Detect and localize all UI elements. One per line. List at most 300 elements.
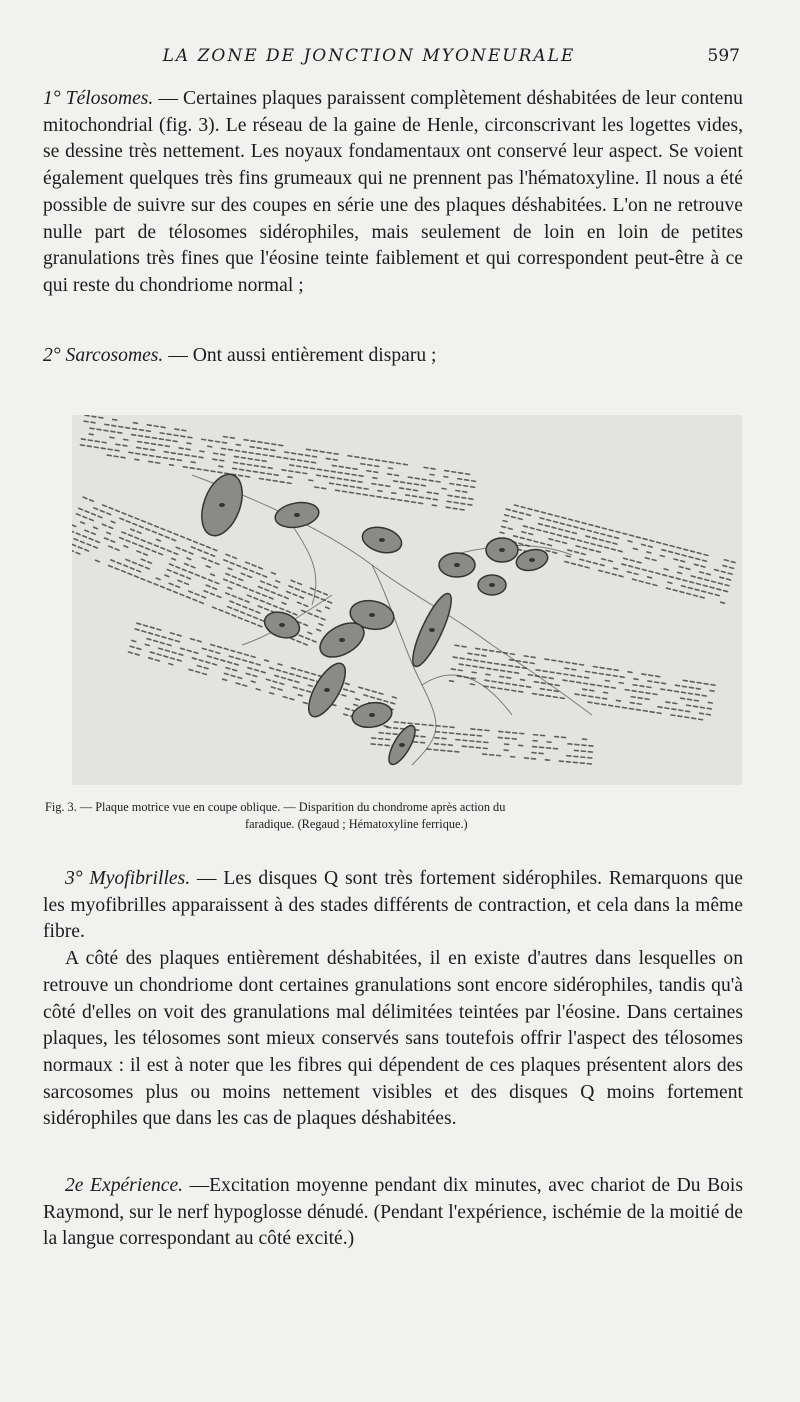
striation-mark — [724, 591, 728, 592]
striation-mark — [591, 544, 595, 545]
striation-mark — [293, 687, 297, 688]
striation-mark — [671, 715, 675, 716]
striation-mark — [107, 455, 111, 456]
striation-mark — [605, 681, 609, 682]
striation-mark — [518, 518, 522, 519]
striation-mark — [394, 481, 398, 482]
striation-mark — [590, 690, 594, 691]
striation-mark — [502, 526, 506, 527]
striation-mark — [170, 465, 174, 466]
striation-mark — [522, 532, 526, 533]
striation-mark — [216, 652, 220, 653]
striation-mark — [523, 526, 527, 527]
striation-mark — [199, 457, 203, 458]
striation-mark — [608, 561, 612, 562]
striation-mark — [200, 451, 204, 452]
striation-mark — [251, 441, 255, 442]
striation-mark — [171, 658, 175, 659]
striation-mark — [515, 673, 519, 674]
striation-mark — [609, 530, 613, 531]
striation-mark — [492, 681, 496, 682]
figure-caption — [45, 799, 735, 833]
striation-mark — [161, 427, 165, 428]
striation-mark — [559, 661, 563, 662]
striation-mark — [165, 650, 169, 651]
striation-mark — [520, 538, 524, 539]
striation-mark — [336, 484, 340, 485]
striation-mark — [263, 455, 267, 456]
striation-mark — [236, 683, 240, 684]
striation-mark — [246, 673, 250, 674]
striation-mark — [665, 708, 669, 709]
striation-mark — [312, 456, 316, 457]
striation-mark — [642, 569, 646, 570]
striation-mark — [298, 670, 302, 671]
striation-mark — [358, 482, 362, 483]
striation-mark — [455, 645, 459, 646]
striation-mark — [254, 466, 258, 467]
striation-mark — [146, 431, 150, 432]
striation-mark — [548, 514, 552, 515]
striation-mark — [181, 648, 185, 649]
striation-mark — [566, 531, 570, 532]
striation-mark — [270, 668, 274, 669]
striation-mark — [130, 646, 134, 647]
striation-mark — [666, 588, 670, 589]
striation-mark — [530, 528, 534, 529]
striation-mark — [144, 625, 148, 626]
striation-mark — [697, 682, 701, 683]
striation-mark — [624, 558, 628, 559]
striation-mark — [407, 489, 411, 490]
striation-mark — [692, 718, 696, 719]
striation-mark — [199, 660, 203, 661]
striation-mark — [544, 531, 548, 532]
striation-mark — [389, 468, 393, 469]
striation-mark — [230, 438, 234, 439]
striation-mark — [683, 580, 687, 581]
striation-mark — [585, 677, 589, 678]
striation-mark — [253, 675, 257, 676]
striation-mark — [554, 691, 558, 692]
striation-mark — [187, 443, 191, 444]
striation-mark — [688, 693, 692, 694]
striation-mark — [639, 692, 643, 693]
striation-mark — [242, 452, 246, 453]
striation-mark — [605, 547, 609, 548]
striation-mark — [580, 664, 584, 665]
striation-mark — [596, 551, 600, 552]
running-head: LA ZONE DE JONCTION MYONEURALE — [162, 46, 576, 66]
striation-mark — [679, 710, 683, 711]
striation-mark — [137, 648, 141, 649]
striation-mark — [468, 653, 472, 654]
striation-mark — [312, 674, 316, 675]
striation-mark — [706, 714, 710, 715]
striation-mark — [666, 702, 670, 703]
striation-mark — [283, 672, 287, 673]
striation-mark — [172, 652, 176, 653]
striation-mark — [548, 545, 552, 546]
striation-mark — [625, 690, 629, 691]
striation-mark — [159, 648, 163, 649]
striation-mark — [354, 705, 358, 706]
striation-mark — [613, 676, 617, 677]
striation-mark — [551, 533, 555, 534]
striation-mark — [604, 692, 608, 693]
striation-mark — [616, 706, 620, 707]
striation-mark — [725, 585, 729, 586]
striation-mark — [709, 593, 713, 594]
striation-mark — [213, 459, 217, 460]
striation-mark — [377, 497, 381, 498]
striation-mark — [306, 449, 310, 450]
striation-mark — [221, 454, 225, 455]
striation-mark — [85, 415, 89, 416]
striation-mark — [137, 447, 141, 448]
striation-mark — [379, 693, 383, 694]
striation-mark — [290, 674, 294, 675]
striation-mark — [694, 564, 698, 565]
striation-mark — [407, 483, 411, 484]
striation-mark — [238, 677, 242, 678]
striation-mark — [176, 641, 180, 642]
striation-mark — [648, 681, 652, 682]
striation-mark — [587, 561, 591, 562]
striation-mark — [147, 425, 151, 426]
striation-mark — [514, 536, 518, 537]
striation-mark — [421, 485, 425, 486]
striation-mark — [290, 699, 294, 700]
striation-mark — [164, 458, 168, 459]
striation-mark — [149, 633, 153, 634]
striation-mark — [543, 671, 547, 672]
striation-mark — [135, 629, 139, 630]
striation-mark — [344, 714, 348, 715]
striation-mark — [672, 709, 676, 710]
striation-mark — [283, 697, 287, 698]
striation-mark — [228, 662, 232, 663]
striation-mark — [515, 667, 519, 668]
striation-mark — [507, 677, 511, 678]
striation-mark — [204, 470, 208, 471]
striation-mark — [660, 555, 664, 556]
striation-mark — [658, 707, 662, 708]
striation-mark — [603, 528, 607, 529]
striation-mark — [224, 673, 228, 674]
striation-mark — [502, 665, 506, 666]
striation-mark — [698, 578, 702, 579]
striation-mark — [464, 486, 468, 487]
striation-mark — [182, 430, 186, 431]
striation-mark — [345, 473, 349, 474]
striation-mark — [413, 490, 417, 491]
striation-mark — [255, 460, 259, 461]
striation-mark — [145, 443, 149, 444]
striation-mark — [696, 559, 700, 560]
striation-mark — [419, 503, 423, 504]
striation-mark — [730, 567, 734, 568]
striation-mark — [162, 637, 166, 638]
striation-mark — [178, 454, 182, 455]
striation-mark — [687, 705, 691, 706]
striation-mark — [690, 582, 694, 583]
striation-mark — [250, 662, 254, 663]
paragraph-text: —Excitation moyenne pendant dix minutes, avec chariot de Du Bois Raymond, sur le nerf hypoglosse dénudé. (Pendant l'expérience, ischémie de la moitié de la langue correspondant au côté excité.) — [43, 1175, 744, 1250]
striation-mark — [308, 685, 312, 686]
striation-mark — [630, 560, 634, 561]
striation-mark — [261, 467, 265, 468]
striation-mark — [192, 456, 196, 457]
striation-mark — [154, 426, 158, 427]
striation-mark — [139, 436, 143, 437]
striation-mark — [88, 440, 92, 441]
striation-mark — [197, 666, 201, 667]
striation-mark — [374, 472, 378, 473]
striation-mark — [712, 581, 716, 582]
striation-mark — [398, 500, 402, 501]
nucleolus — [294, 513, 300, 517]
striation-mark — [272, 444, 276, 445]
striation-mark — [710, 691, 714, 692]
striation-mark — [431, 468, 435, 469]
striation-mark — [408, 477, 412, 478]
striation-mark — [643, 711, 647, 712]
striation-mark — [700, 713, 704, 714]
striation-mark — [575, 552, 579, 553]
striation-mark — [519, 691, 523, 692]
striation-mark — [429, 480, 433, 481]
striation-mark — [223, 442, 227, 443]
striation-mark — [87, 446, 91, 447]
striation-mark — [571, 675, 575, 676]
striation-mark — [472, 481, 476, 482]
striation-mark — [280, 683, 284, 684]
striation-mark — [292, 668, 296, 669]
caption-line-1: Fig. 3. — Plaque motrice vue en coupe oblique. — Disparition du chondrome après action du — [45, 800, 506, 814]
striation-mark — [255, 670, 259, 671]
striation-mark — [158, 445, 162, 446]
striation-mark — [536, 670, 540, 671]
striation-mark — [364, 695, 368, 696]
striation-mark — [471, 678, 475, 679]
striation-mark — [653, 694, 657, 695]
striation-mark — [594, 532, 598, 533]
striation-mark — [482, 655, 486, 656]
striation-mark — [202, 648, 206, 649]
striation-mark — [241, 458, 245, 459]
striation-mark — [703, 560, 707, 561]
striation-mark — [708, 702, 712, 703]
striation-mark — [344, 689, 348, 690]
striation-mark — [152, 438, 156, 439]
striation-mark — [490, 651, 494, 652]
micrograph-illustration — [72, 415, 742, 785]
striation-mark — [384, 498, 388, 499]
striation-mark — [531, 657, 535, 658]
striation-mark — [645, 699, 649, 700]
striation-mark — [436, 481, 440, 482]
striation-mark — [345, 683, 349, 684]
striation-mark — [372, 691, 376, 692]
striation-mark — [468, 504, 472, 505]
striation-mark — [419, 497, 423, 498]
striation-mark — [510, 654, 514, 655]
striation-mark — [348, 456, 352, 457]
striation-mark — [569, 519, 573, 520]
striation-mark — [460, 658, 464, 659]
striation-mark — [596, 697, 600, 698]
striation-mark — [686, 568, 690, 569]
striation-mark — [620, 677, 624, 678]
striation-mark — [542, 512, 546, 513]
striation-mark — [686, 711, 690, 712]
striation-mark — [545, 659, 549, 660]
striation-mark — [458, 670, 462, 671]
striation-mark — [557, 673, 561, 674]
striation-mark — [638, 698, 642, 699]
striation-mark — [413, 496, 417, 497]
striation-mark — [156, 463, 160, 464]
striation-mark — [236, 658, 240, 659]
striation-mark — [500, 676, 504, 677]
striation-mark — [373, 478, 377, 479]
striation-mark — [221, 660, 225, 661]
nucleolus — [339, 638, 345, 642]
striation-mark — [197, 469, 201, 470]
striation-mark — [505, 515, 509, 516]
striation-mark — [285, 452, 289, 453]
striation-mark — [273, 481, 277, 482]
striation-mark — [546, 696, 550, 697]
striation-mark — [307, 691, 311, 692]
striation-mark — [157, 654, 161, 655]
striation-mark — [222, 448, 226, 449]
striation-mark — [268, 468, 272, 469]
striation-mark — [553, 552, 557, 553]
striation-mark — [541, 683, 545, 684]
striation-mark — [138, 442, 142, 443]
striation-mark — [488, 662, 492, 663]
striation-mark — [296, 472, 300, 473]
striation-mark — [463, 492, 467, 493]
striation-mark — [694, 706, 698, 707]
striation-mark — [678, 716, 682, 717]
striation-mark — [540, 689, 544, 690]
striation-mark — [313, 450, 317, 451]
striation-mark — [149, 658, 153, 659]
striation-mark — [264, 449, 268, 450]
striation-mark — [731, 562, 735, 563]
striation-mark — [155, 635, 159, 636]
striation-mark — [355, 699, 359, 700]
striation-mark — [600, 565, 604, 566]
striation-mark — [231, 675, 235, 676]
striation-mark — [487, 668, 491, 669]
striation-mark — [721, 571, 725, 572]
nucleolus — [529, 558, 535, 562]
striation-mark — [483, 649, 487, 650]
striation-mark — [715, 595, 719, 596]
striation-mark — [206, 662, 210, 663]
striation-mark — [282, 470, 286, 471]
striation-mark — [265, 660, 269, 661]
striation-mark — [170, 633, 174, 634]
striation-mark — [249, 453, 253, 454]
striation-mark — [239, 475, 243, 476]
striation-mark — [132, 640, 136, 641]
striation-mark — [273, 681, 277, 682]
striation-mark — [629, 708, 633, 709]
striation-mark — [555, 516, 559, 517]
striation-mark — [154, 641, 158, 642]
striation-mark — [595, 703, 599, 704]
striation-mark — [720, 577, 724, 578]
striation-mark — [656, 573, 660, 574]
striation-mark — [350, 486, 354, 487]
striation-mark — [645, 558, 649, 559]
striation-mark — [260, 473, 264, 474]
striation-mark — [529, 534, 533, 535]
striation-mark — [612, 549, 616, 550]
striation-mark — [710, 587, 714, 588]
striation-mark — [586, 671, 590, 672]
striation-mark — [359, 476, 363, 477]
striation-mark — [430, 474, 434, 475]
striation-mark — [675, 553, 679, 554]
nucleolus — [369, 613, 375, 617]
striation-mark — [616, 531, 620, 532]
striation-mark — [669, 551, 673, 552]
striation-mark — [703, 585, 707, 586]
striation-mark — [636, 568, 640, 569]
striation-mark — [442, 488, 446, 489]
striation-mark — [528, 509, 532, 510]
striation-mark — [526, 514, 530, 515]
striation-mark — [473, 666, 477, 667]
striation-mark — [481, 661, 485, 662]
striation-mark — [707, 708, 711, 709]
striation-mark — [375, 466, 379, 467]
striation-mark — [160, 642, 164, 643]
striation-mark — [386, 486, 390, 487]
striation-mark — [550, 672, 554, 673]
striation-mark — [627, 572, 631, 573]
striation-mark — [241, 463, 245, 464]
striation-mark — [643, 539, 647, 540]
striation-mark — [728, 573, 732, 574]
paragraph-label: 3° Myofibrilles. — [65, 868, 191, 889]
striation-mark — [661, 689, 665, 690]
striation-mark — [256, 454, 260, 455]
striation-mark — [696, 688, 700, 689]
striation-mark — [129, 652, 133, 653]
nucleolus — [454, 563, 460, 567]
striation-mark — [647, 687, 651, 688]
striation-mark — [572, 563, 576, 564]
striation-mark — [648, 546, 652, 547]
striation-mark — [311, 468, 315, 469]
striation-mark — [546, 550, 550, 551]
striation-mark — [322, 488, 326, 489]
striation-mark — [564, 674, 568, 675]
striation-mark — [233, 468, 237, 469]
striation-mark — [618, 551, 622, 552]
striation-mark — [586, 536, 590, 537]
striation-mark — [584, 683, 588, 684]
striation-mark — [567, 525, 571, 526]
striation-mark — [582, 695, 586, 696]
